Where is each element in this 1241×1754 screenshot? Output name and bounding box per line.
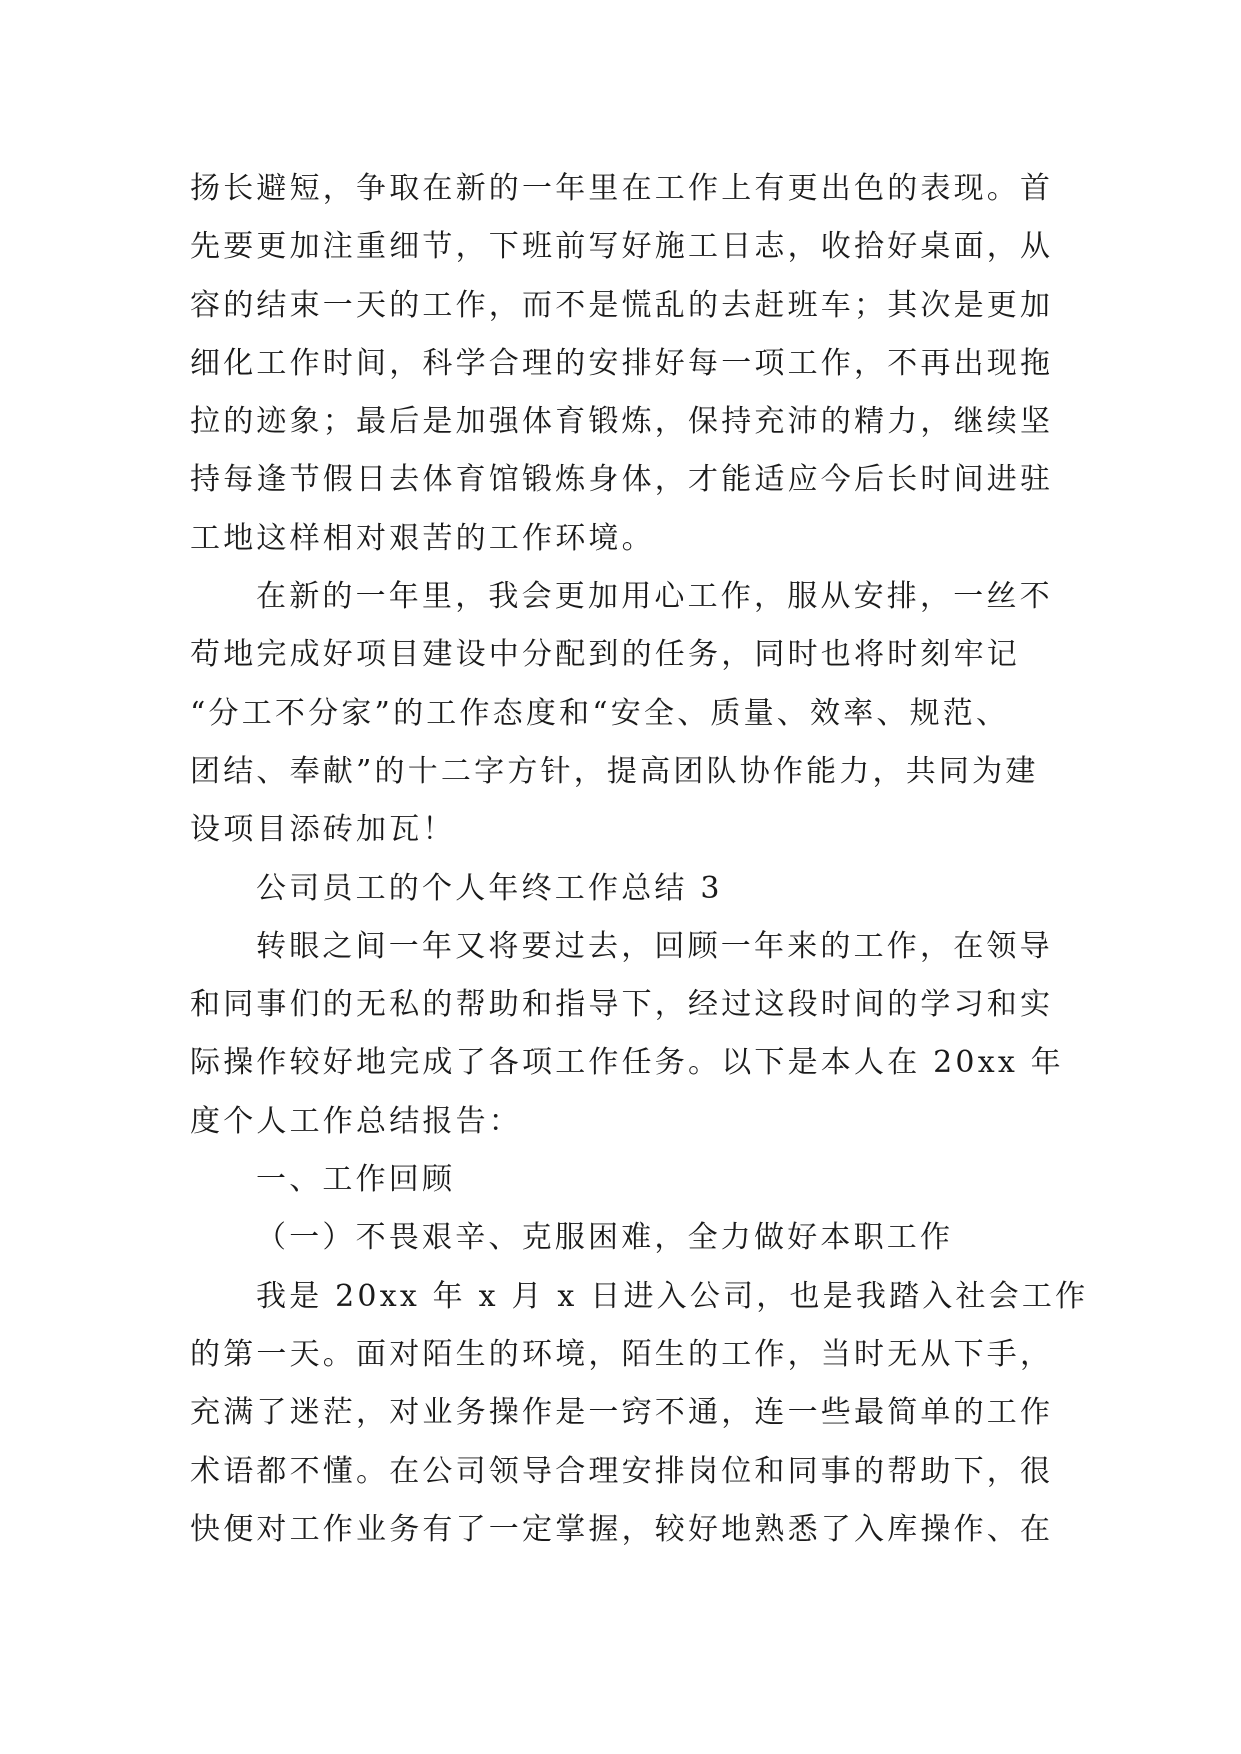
text-line: 公司员工的个人年终工作总结 3 [256, 870, 723, 906]
text-line: 的第一天。面对陌生的环境，陌生的工作，当时无从下手， [190, 1336, 1054, 1372]
text-line: 快便对工作业务有了一定掌握，较好地熟悉了入库操作、在 [190, 1511, 1054, 1547]
text-line: 设项目添砖加瓦！ [190, 812, 456, 848]
text-line: 和同事们的无私的帮助和指导下，经过这段时间的学习和实 [190, 987, 1054, 1023]
text-line: 充满了迷茫，对业务操作是一窍不通，连一些最简单的工作 [190, 1395, 1054, 1431]
text-line: 苟地完成好项目建设中分配到的任务，同时也将时刻牢记 [190, 637, 1020, 673]
text-line: 先要更加注重细节，下班前写好施工日志，收拾好桌面，从 [190, 229, 1054, 265]
text-line: 团结、奉献”的十二字方针，提高团队协作能力，共同为建 [190, 753, 1039, 789]
text-line: 扬长避短，争取在新的一年里在工作上有更出色的表现。首 [190, 171, 1054, 206]
text-line: 术语都不懂。在公司领导合理安排岗位和同事的帮助下，很 [190, 1453, 1054, 1489]
text-line: 容的结束一天的工作，而不是慌乱的去赶班车；其次是更加 [190, 287, 1054, 323]
text-line: “分工不分家”的工作态度和“安全、质量、效率、规范、 [190, 695, 1010, 731]
text-line: 一、工作回顾 [256, 1162, 456, 1198]
text-line: 在新的一年里，我会更加用心工作，服从安排，一丝不 [256, 579, 1053, 615]
text-line: 际操作较好地完成了各项工作任务。以下是本人在 20xx 年 [190, 1045, 1064, 1081]
text-line: 我是 20xx 年 x 月 x 日进入公司，也是我踏入社会工作 [256, 1278, 1089, 1314]
text-line: （一）不畏艰辛、克服困难，全力做好本职工作 [256, 1220, 954, 1256]
text-line: 细化工作时间，科学合理的安排好每一项工作，不再出现拖 [190, 345, 1054, 381]
text-line: 拉的迹象；最后是加强体育锻炼，保持充沛的精力，继续坚 [190, 404, 1054, 440]
text-line: 度个人工作总结报告： [190, 1103, 522, 1139]
text-line: 工地这样相对艰苦的工作环境。 [190, 520, 655, 556]
document-body [190, 160, 1089, 1559]
text-line: 持每逢节假日去体育馆锻炼身体，才能适应今后长时间进驻 [190, 462, 1054, 498]
text-line: 转眼之间一年又将要过去，回顾一年来的工作，在领导 [256, 928, 1053, 964]
